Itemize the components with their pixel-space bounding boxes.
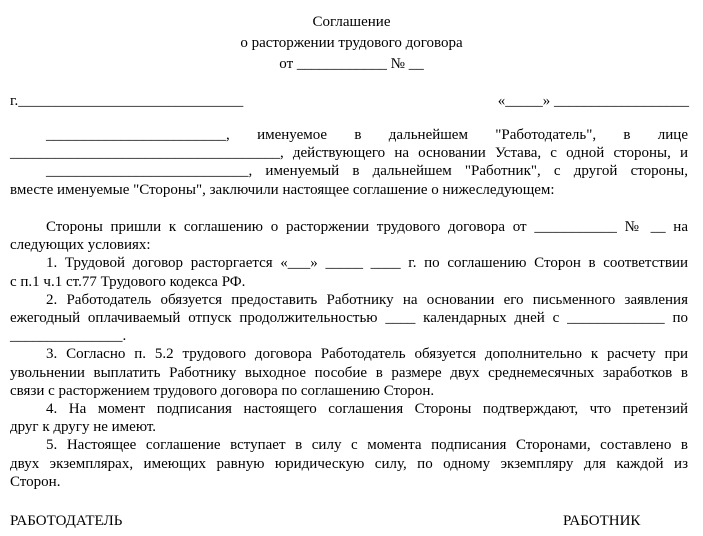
employer-signature-label: РАБОТОДАТЕЛЬ [10, 513, 123, 529]
clause-1-line-2: с п.1 ч.1 ст.77 Трудового кодекса РФ. [10, 273, 246, 290]
document-subtitle: о расторжении трудового договора [240, 35, 463, 51]
clause-4-line-1: 4. На момент подписания настоящего соглашения Стороны подтверждают, что претензий [46, 401, 688, 418]
clause-5-line-2: двух экземплярах, имеющих равную юридическую силу, по одному экземпляру для каждой из [10, 455, 688, 472]
parties-line-1: ________________________, именуемое в дальнейшем "Работодатель", в лице [46, 127, 688, 143]
clause-3-line-3: связи с расторжением трудового договора по соглашению Сторон. [10, 382, 435, 399]
parties-line-3: ___________________________, именуемый в дальнейшем "Работник", с другой стороны, [46, 163, 688, 180]
clause-5-line-1: 5. Настоящее соглашение вступает в силу с момента подписания Сторонами, составлено в [46, 437, 688, 454]
intro-line-2: следующих условиях: [10, 237, 151, 254]
clause-5-line-3: Сторон. [10, 473, 61, 490]
parties-paragraph [10, 126, 688, 199]
parties-line-2: ____________________________________, действующего на основании Устава, с одной стороны, и [10, 145, 688, 162]
clause-4-line-2: друг к другу не имеют. [10, 419, 157, 436]
parties-line-4: вместе именуемые "Стороны", заключили настоящее соглашение о нижеследующем: [10, 181, 555, 198]
document-date-number: от ____________ № __ [279, 56, 424, 72]
clause-3-line-2: увольнении выплатить Работнику выходное пособие в размере двух среднемесячных заработков в [10, 364, 688, 381]
employee-signature-label: РАБОТНИК [563, 513, 641, 529]
place-field: г.______________________________ [10, 93, 244, 109]
clause-3-line-1: 3. Согласно п. 5.2 трудового договора Работодатель обязуется дополнительно к расчету при [46, 346, 688, 363]
document-title: Соглашение [312, 14, 391, 30]
clause-1-line-1: 1. Трудовой договор расторгается «___» _____ ____ г. по соглашению Сторон в соответствии [46, 255, 688, 272]
clause-2-line-2: ежегодный оплачиваемый отпуск продолжительностью ____ календарных дней с _____________ по [10, 310, 688, 327]
date-field: «_____» __________________ [497, 93, 689, 109]
clause-2-line-3: _______________. [10, 328, 127, 345]
intro-line-1: Стороны пришли к соглашению о расторжении трудового договора от ___________ № __ на [46, 219, 688, 235]
conditions-section [10, 218, 688, 491]
clause-2-line-1: 2. Работодатель обязуется предоставить Работнику на основании его письменного заявления [46, 291, 688, 308]
